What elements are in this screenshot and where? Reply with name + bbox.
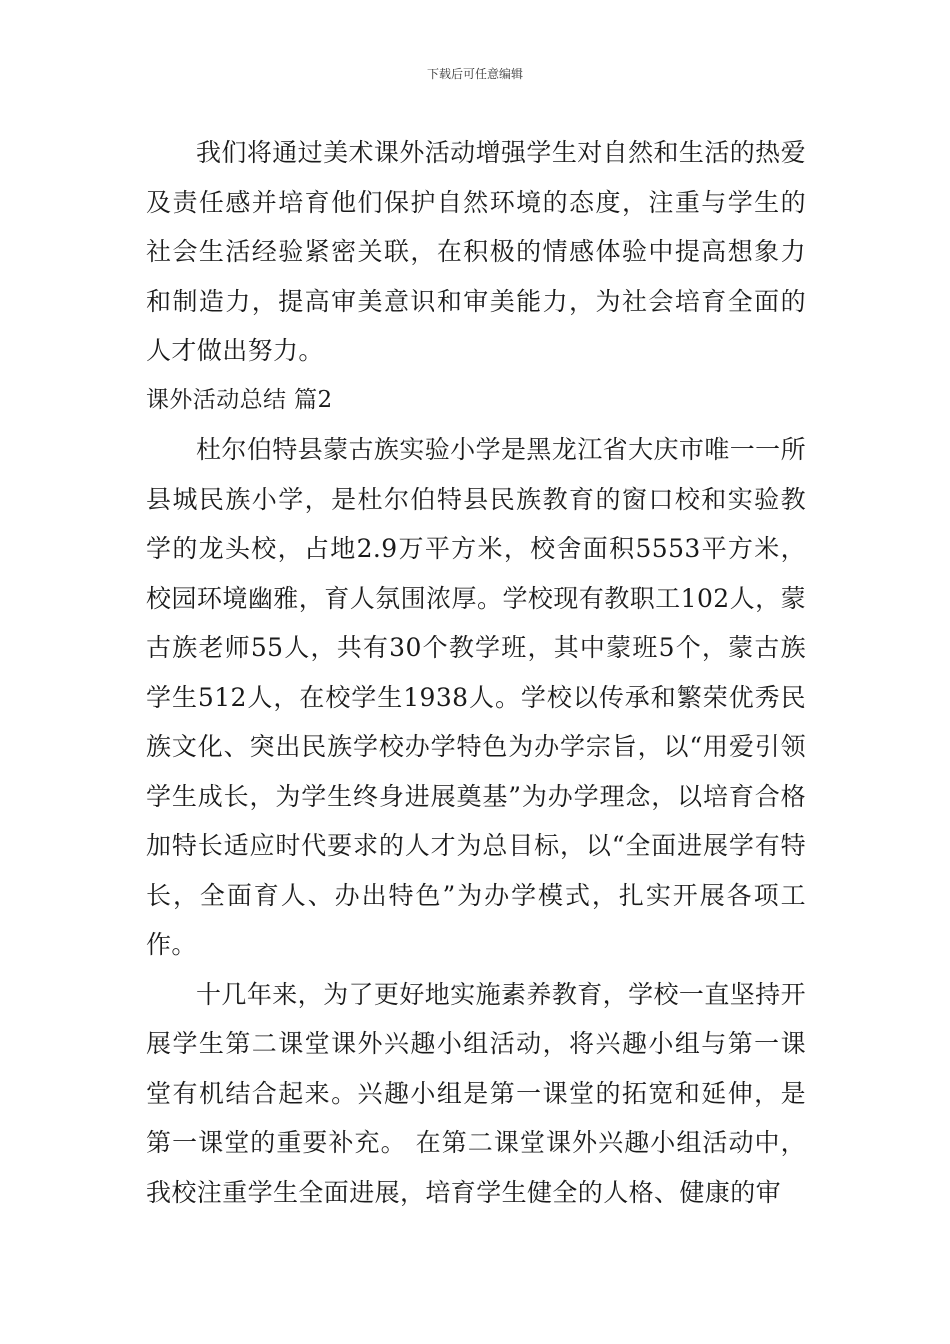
header-note: 下载后可任意编辑 [426, 67, 523, 81]
section-heading: 课外活动总结 篇2 [146, 386, 333, 413]
document-body [146, 128, 806, 1217]
paragraph-interest-groups: 十几年来，为了更好地实施素养教育，学校一直坚持开展学生第二课堂课外兴趣小组活动，将兴趣小组与第一课堂有机结合起来。兴趣小组是第一课堂的拓宽和延伸，是第一课堂的重要补充。 在第二课堂课外兴趣小组活动中，我校注重学生全面进展，培育学生健全的人格、健康的审 [146, 979, 806, 1207]
paragraph-school-intro: 杜尔伯特县蒙古族实验小学是黑龙江省大庆市唯一一所县城民族小学，是杜尔伯特县民族教育的窗口校和实验教学的龙头校，占地2.9万平方米，校舍面积5553平方米，校园环境幽雅，育人氛围浓厚。学校现有教职工102人，蒙古族老师55人，共有30个教学班，其中蒙班5个，蒙古族学生512人，在校学生1938人。学校以传承和繁荣优秀民族文化、突出民族学校办学特色为办学宗旨，以“用爱引领学生成长，为学生终身进展奠基”为办学理念，以培育合格加特长适应时代要求的人才为总目标，以“全面进展学有特长，全面育人、办出特色”为办学模式，扎实开展各项工作。 [146, 435, 806, 959]
paragraph-art-activities: 我们将通过美术课外活动增强学生对自然和生活的热爱及责任感并培育他们保护自然环境的态度，注重与学生的社会生活经验紧密关联，在积极的情感体验中提高想象力和制造力，提高审美意识和审美能力，为社会培育全面的人才做出努力。 [146, 138, 806, 365]
